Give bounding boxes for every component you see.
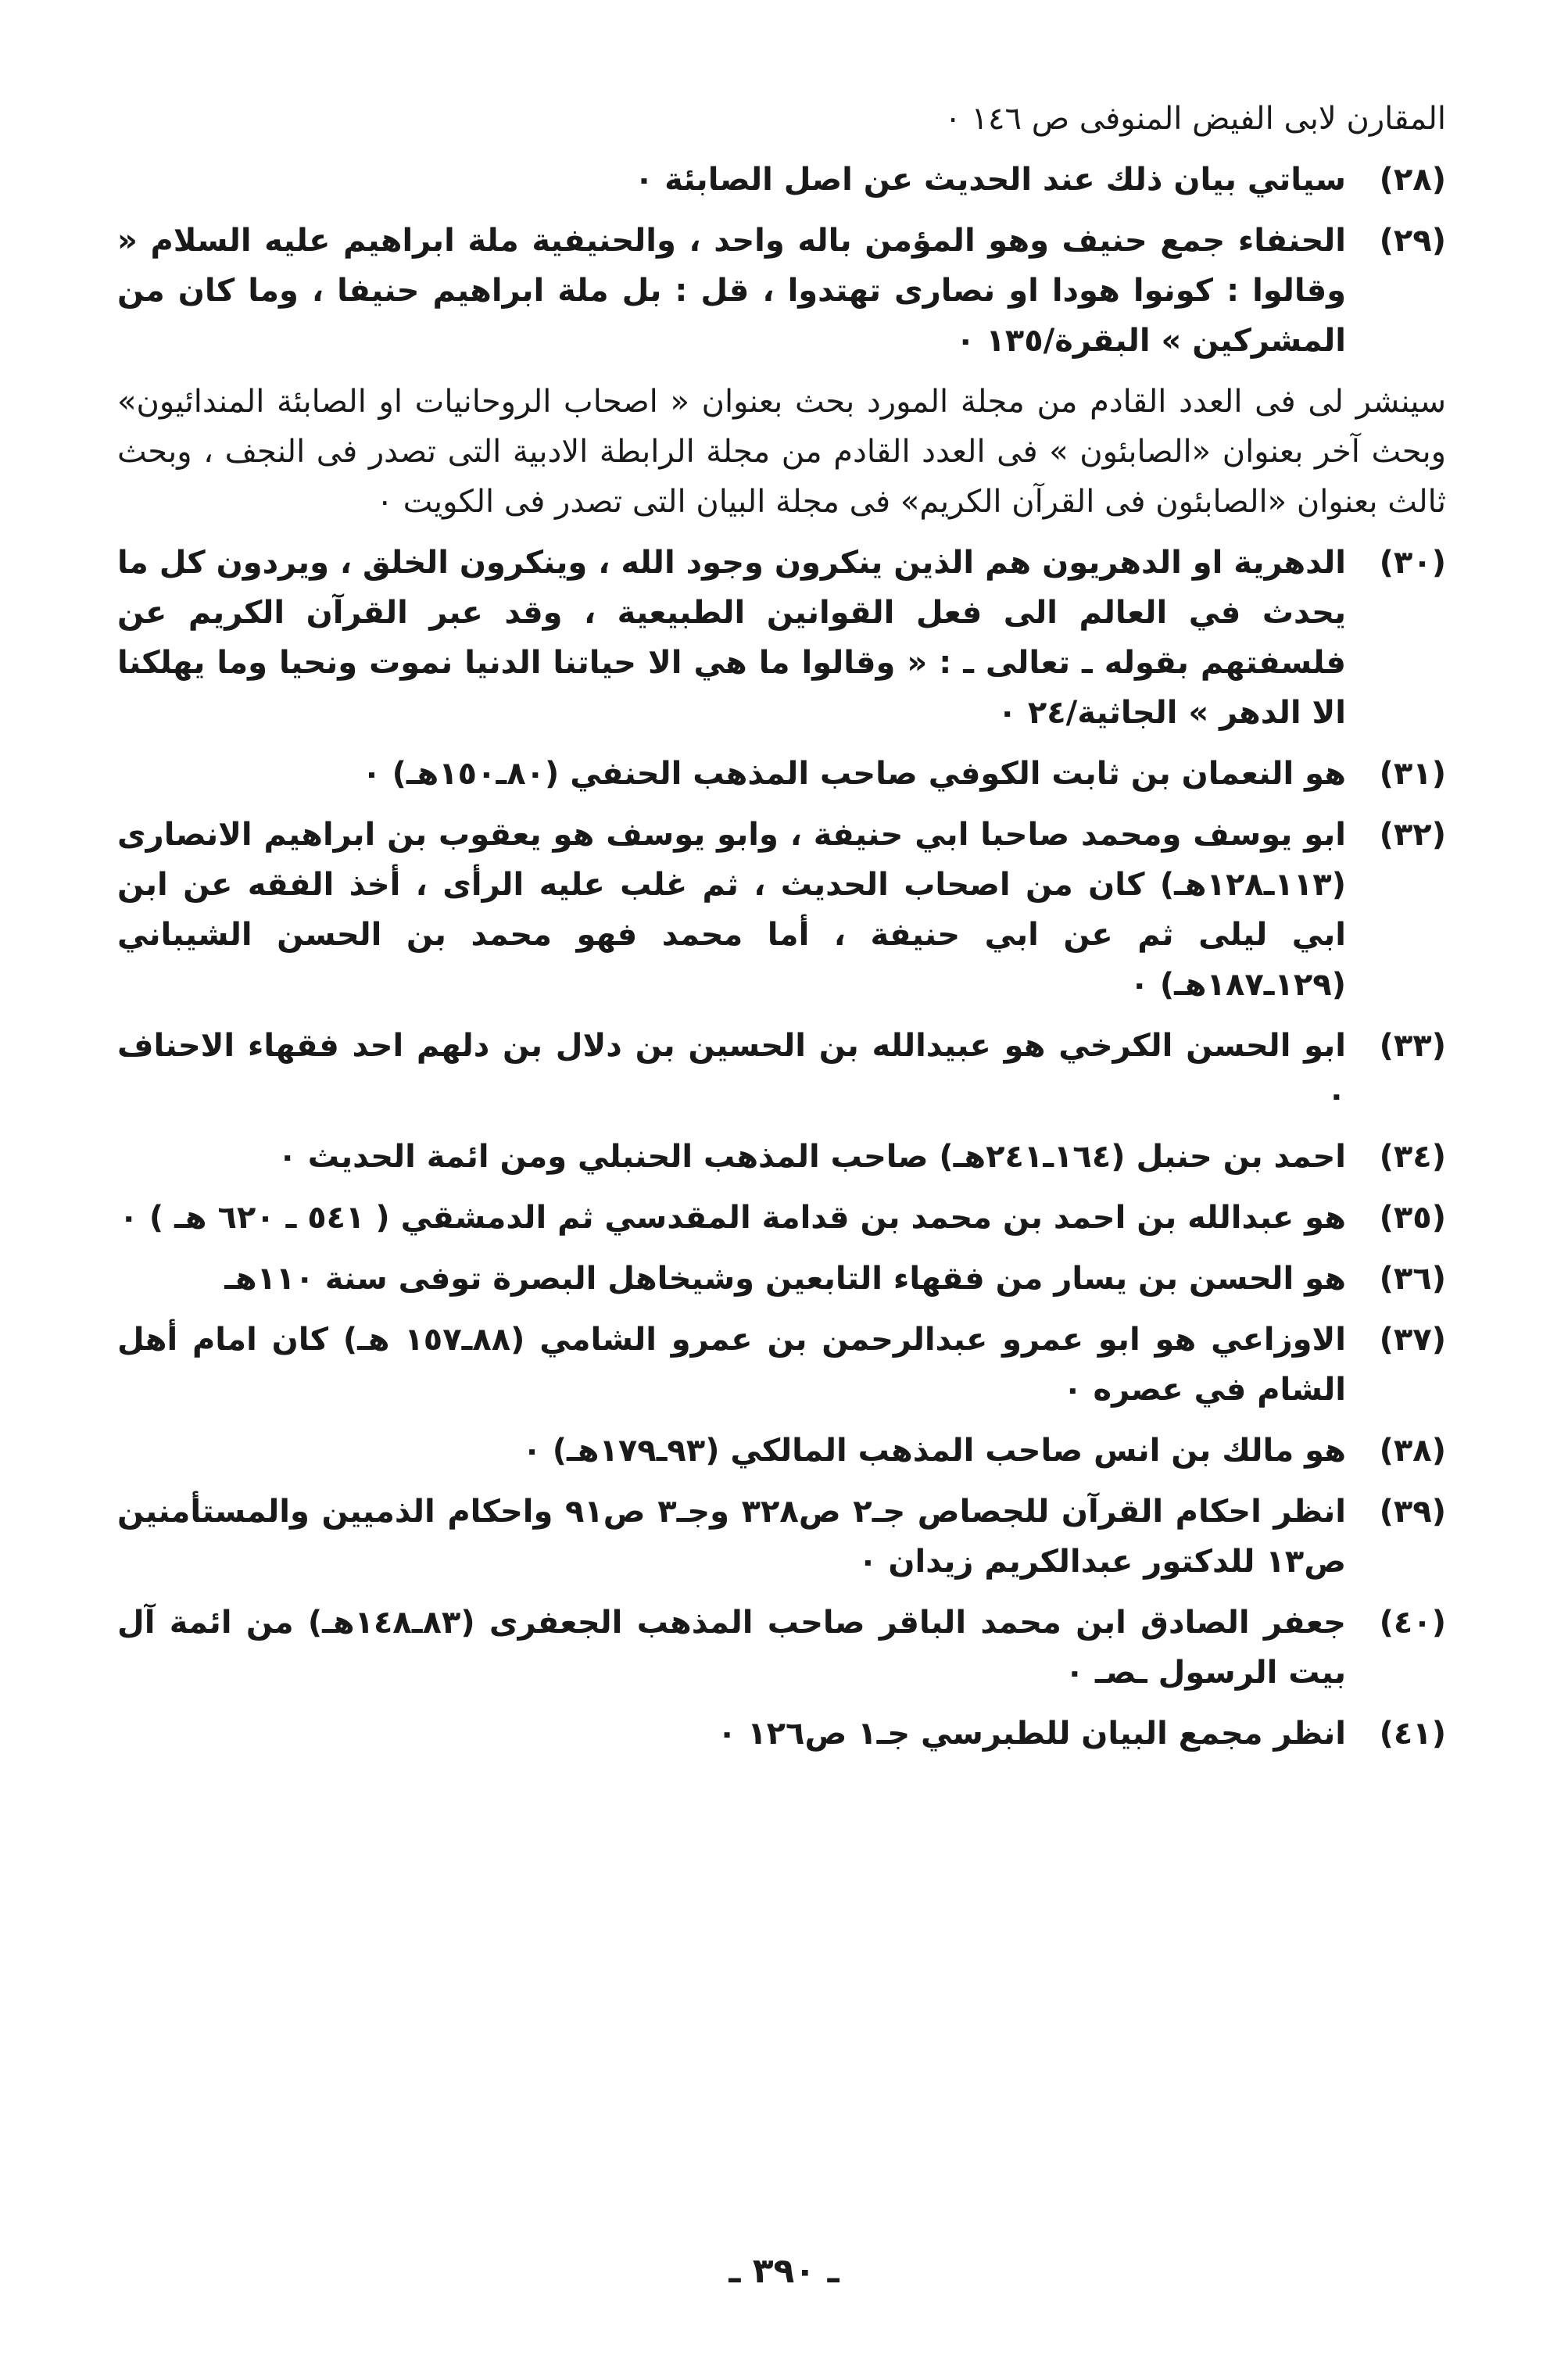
footnote-text: سياتي بيان ذلك عند الحديث عن اصل الصابئة ٠: [634, 162, 1346, 198]
footnote-number: (٣٦): [1379, 1261, 1446, 1297]
footnote-text: الدهرية او الدهريون هم الذين ينكرون وجود الله ، وينكرون الخلق ، ويردون كل ما يحدث في العالم الى فعل القوانين الطبيعية ، وقد عبر القرآن الكريم عن فلسفتهم بقوله ـ تعالى ـ : « وقالوا ما هي الا حياتنا الدنيا نموت ونحيا وما يهلكنا الا الدهر » الجاثية/٢٤ ٠: [117, 545, 1346, 731]
footnote-number: (٣٨): [1379, 1433, 1446, 1469]
footnote-text: هو مالك بن انس صاحب المذهب المالكي (٩٣ـ١٧٩هـ) ٠: [522, 1433, 1346, 1469]
footnote-40: [117, 1598, 1446, 1698]
footnote-32: [117, 810, 1446, 1010]
footnote-number: (٣٩): [1379, 1494, 1446, 1530]
footnote-number: (٢٩): [1379, 223, 1446, 259]
footnote-text: جعفر الصادق ابن محمد الباقر صاحب المذهب الجعفرى (٨٣ـ١٤٨هـ) من ائمة آل بيت الرسول ـصـ ٠: [117, 1605, 1347, 1691]
footnote-number: (٣٥): [1379, 1200, 1446, 1236]
footnote-33: [117, 1021, 1446, 1121]
footnote-36: [117, 1254, 1446, 1304]
footnote-29: [117, 216, 1446, 366]
footnote-number: (٤١): [1379, 1716, 1446, 1752]
footnote-38: [117, 1426, 1446, 1476]
footnote-text: ابو يوسف ومحمد صاحبا ابي حنيفة ، وابو يوسف هو يعقوب بن ابراهيم الانصارى (١١٣ـ١٢٨هـ) كان من اصحاب الحديث ، ثم غلب عليه الرأى ، أخذ الفقه عن ابن ابي ليلى ثم عن ابي حنيفة ، أما محمد فهو محمد بن الحسن الشيباني (١٢٩ـ١٨٧هـ) ٠: [117, 817, 1346, 1003]
footnote-number: (٣٢): [1379, 817, 1446, 853]
footnote-text: احمد بن حنبل (١٦٤ـ٢٤١هـ) صاحب المذهب الحنبلي ومن ائمة الحديث ٠: [277, 1139, 1346, 1175]
footnote-30: [117, 538, 1446, 738]
footnote-31: [117, 749, 1446, 799]
footnote-text: هو النعمان بن ثابت الكوفي صاحب المذهب الحنفي (٨٠ـ١٥٠هـ) ٠: [362, 756, 1346, 792]
page-body: [117, 94, 1446, 1770]
footnote-41: [117, 1709, 1446, 1759]
footnote-number: (٤٠): [1379, 1605, 1446, 1641]
footnote-number: (٣٠): [1379, 545, 1446, 581]
publication-note: سينشر لى فى العدد القادم من مجلة المورد بحث بعنوان « اصحاب الروحانيات او الصابئة المندائيون» وبحث آخر بعنوان «الصابئون » فى العدد القادم من مجلة الرابطة الادبية التى تصدر فى النجف ، وبحث ثالث بعنوان «الصابئون فى القرآن الكريم» فى مجلة البيان التى تصدر فى الكويت ٠: [117, 384, 1446, 520]
footnote-34: [117, 1132, 1446, 1182]
footnote-number: (٣٧): [1379, 1322, 1446, 1358]
footnote-number: (٢٨): [1379, 162, 1446, 198]
footnote-text: هو عبدالله بن احمد بن محمد بن قدامة المقدسي ثم الدمشقي ( ٥٤١ ـ ٦٢٠ هـ ) ٠: [119, 1200, 1346, 1236]
footnote-number: (٣٣): [1379, 1028, 1446, 1064]
footnote-39: [117, 1487, 1446, 1587]
footnote-28: [117, 155, 1446, 205]
page-number: ـ ٣٩٠ ـ: [729, 2251, 839, 2291]
footnote-text: انظر مجمع البيان للطبرسي جـ١ ص١٢٦ ٠: [717, 1716, 1346, 1752]
footnote-number: (٣٤): [1379, 1139, 1446, 1175]
footnote-text: الحنفاء جمع حنيف وهو المؤمن باله واحد ، والحنيفية ملة ابراهيم عليه السلام « وقالوا : كونوا هودا او نصارى تهتدوا ، قل : بل ملة ابراهيم حنيفا ، وما كان من المشركين » البقرة/١٣٥ ٠: [117, 223, 1346, 359]
footnote-text: ابو الحسن الكرخي هو عبيدالله بن الحسين بن دلال بن دلهم احد فقهاء الاحناف ٠: [117, 1028, 1346, 1114]
footnote-35: [117, 1193, 1446, 1243]
footnote-number: (٣١): [1379, 756, 1446, 792]
continuation-line: المقارن لابى الفيض المنوفى ص ١٤٦ ٠: [944, 101, 1446, 137]
footnote-text: الاوزاعي هو ابو عمرو عبدالرحمن بن عمرو الشامي (٨٨ـ١٥٧ هـ) كان امام أهل الشام في عصره ٠: [117, 1322, 1346, 1408]
footnote-text: هو الحسن بن يسار من فقهاء التابعين وشيخاهل البصرة توفى سنة ١١٠هـ: [224, 1261, 1346, 1297]
footnote-text: انظر احكام القرآن للجصاص جـ٢ ص٣٢٨ وجـ٣ ص٩١ واحكام الذميين والمستأمنين ص١٣ للدكتور عبدالكريم زيدان ٠: [117, 1494, 1346, 1580]
footnote-37: [117, 1315, 1446, 1415]
